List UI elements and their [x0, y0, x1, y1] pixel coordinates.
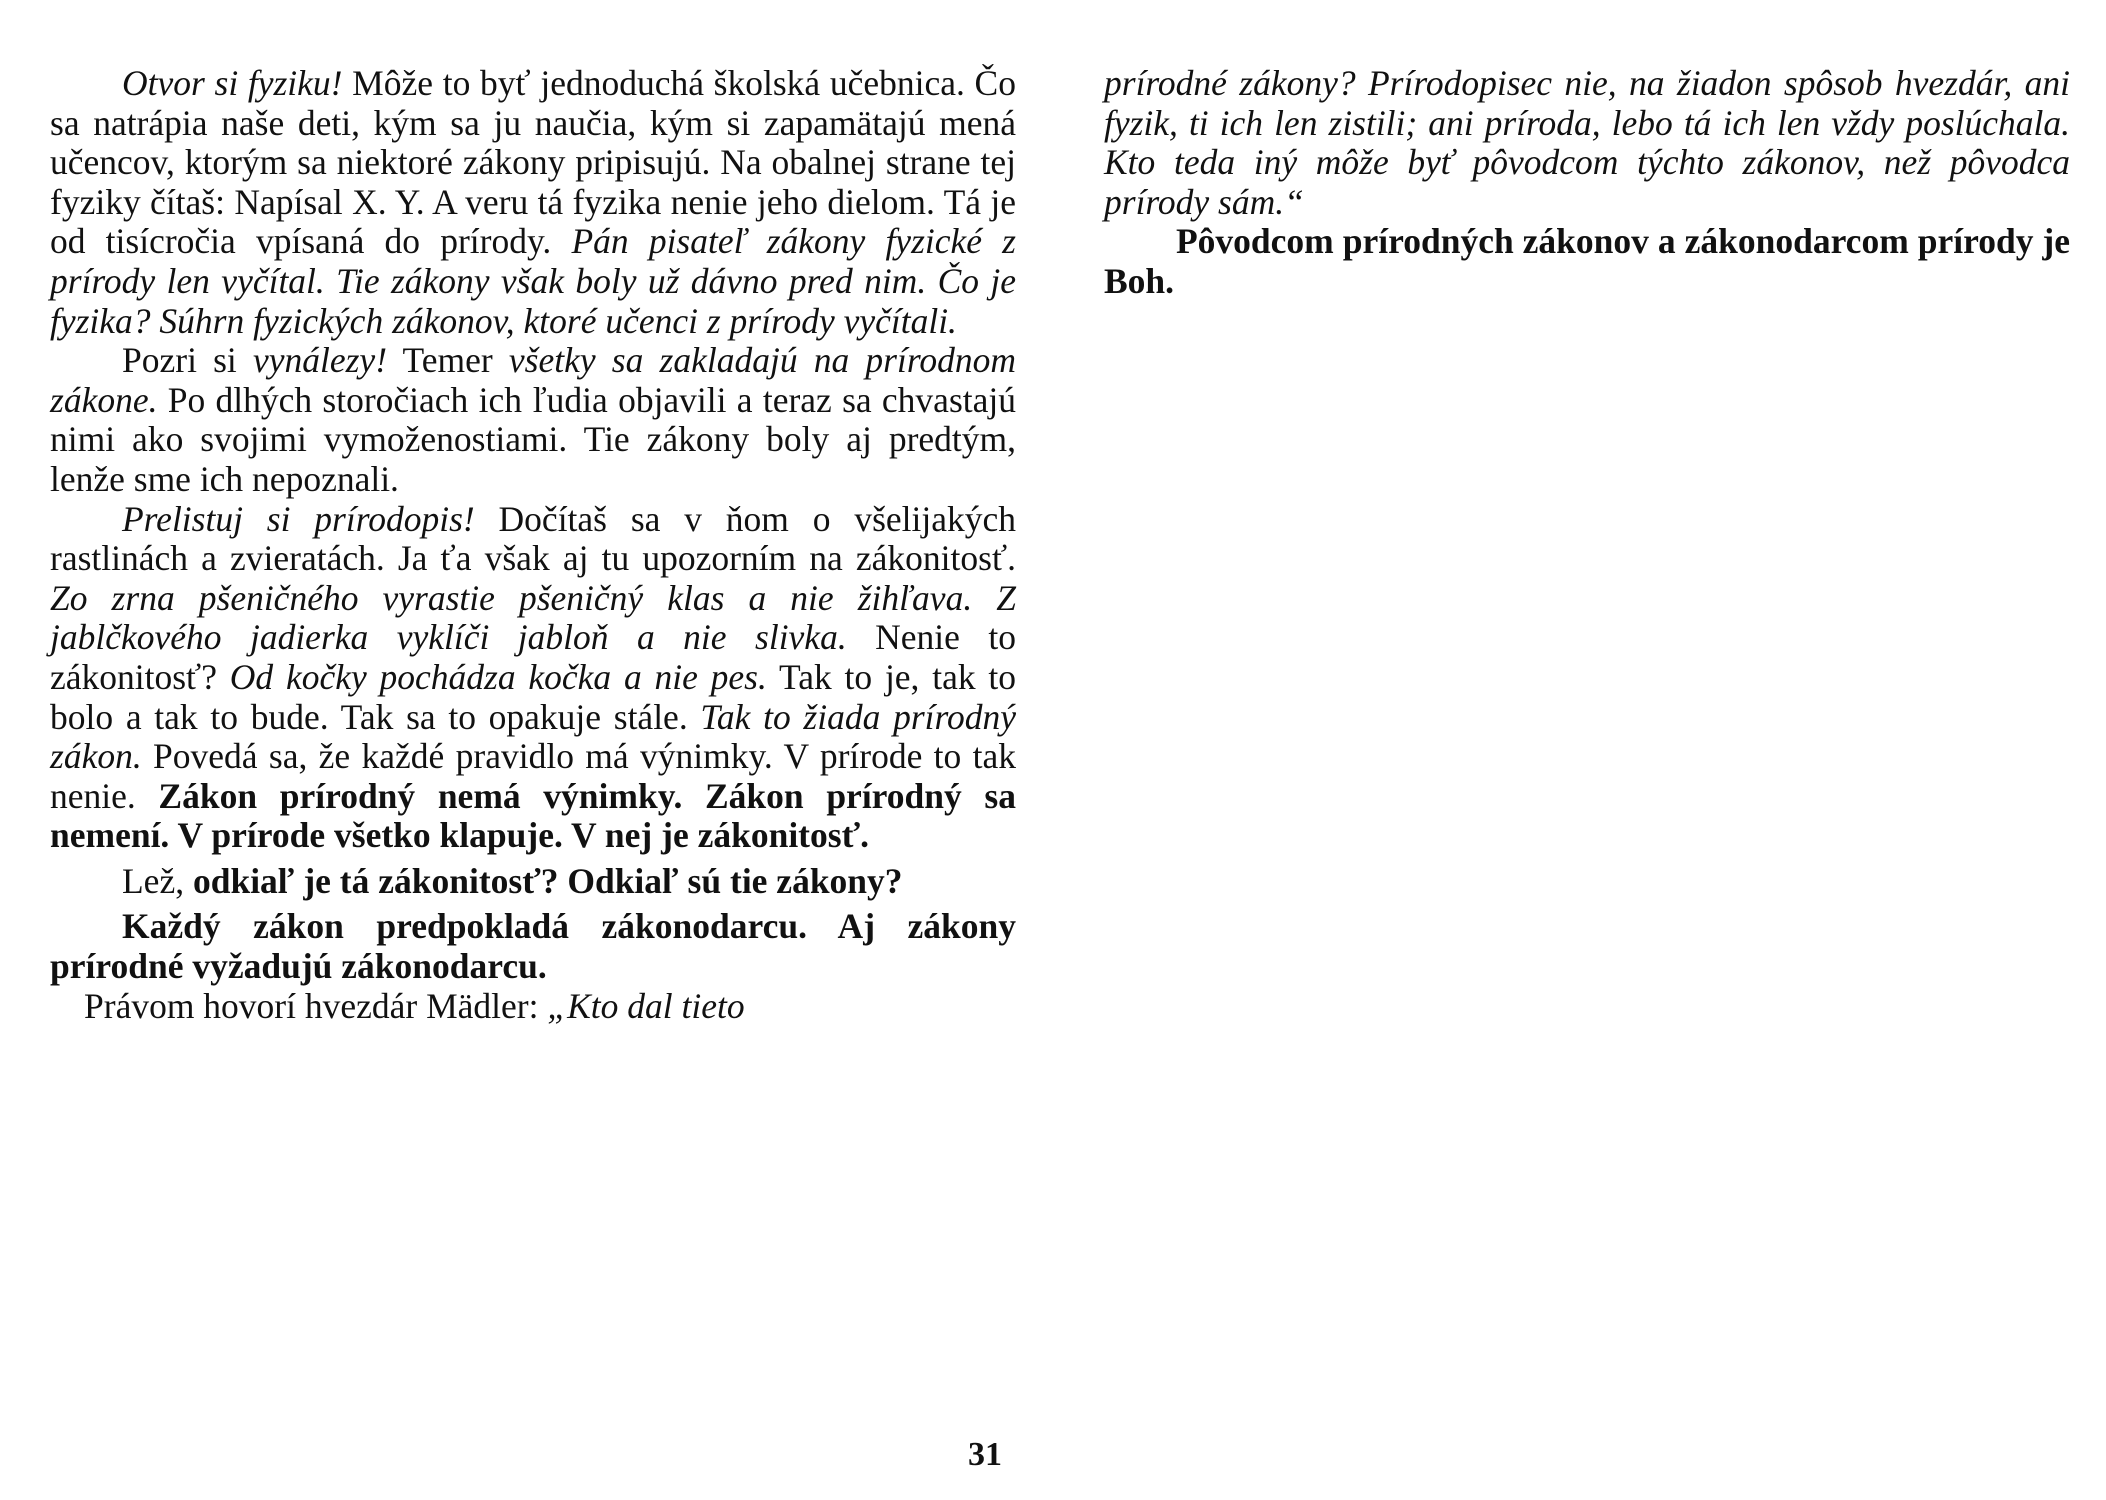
- text-span: Nenie to zákonitosť?: [50, 617, 1016, 697]
- text-span: Po dlhých storočiach ich ľudia objavili a teraz sa chvastajú nimi ako svojimi vymoženostiami. Tie zákony boly aj predtým, lenže sme ich nepoznali.: [50, 379, 1016, 499]
- paragraph-lawgiver: [50, 907, 1016, 986]
- text-span: Každý zákon predpokladá zákonodarcu. Aj zákony prírodné vyžadujú zákonodarcu.: [50, 906, 1016, 987]
- paragraph-question: [50, 862, 1016, 902]
- text-span: Zo zrna pšeničného vyrastie pšeničný klas a nie žihľava. Z jablčkového jadierka vyklíči jabloň a nie slivka.: [50, 577, 1016, 658]
- text-span: Pozri si: [122, 340, 253, 381]
- text-span: „Kto dal tieto: [547, 985, 745, 1026]
- page-number: 31: [968, 1436, 1002, 1473]
- right-page: [1104, 0, 2070, 1500]
- text-span: vynálezy!: [252, 340, 388, 381]
- text-span: Dočítaš sa v ňom o všelijakých rastlinách a zvieratách. Ja ťa však aj tu upozorním na zákonitosť.: [50, 498, 1016, 579]
- paragraph-physics: [50, 64, 1016, 341]
- text-span: prírodné zákony? Prírodopisec nie, na žiadon spôsob hvezdár, ani fyzik, ti ich len zistili; ani príroda, lebo tá ich len vždy poslúchala. Kto teda iný môže byť pôvodcom týchto zákonov, než pôvodca prírody sám.“: [1104, 63, 2070, 222]
- text-span: Tak to žiada prírodný zákon.: [50, 696, 1017, 777]
- text-span: Temer: [387, 340, 509, 381]
- text-span: Pán pisateľ zákony fyzické z prírody len vyčítal. Tie zákony však boly už dávno pred nim. Čo je fyzika? Súhrn fyzických zákonov, ktoré učenci z prírody vyčítali.: [50, 221, 1016, 341]
- text-span: Od kočky pochádza kočka a nie pes.: [229, 656, 767, 697]
- paragraph-inventions: [50, 341, 1016, 499]
- right-text-column: [1104, 64, 2070, 302]
- left-page: [50, 0, 1016, 1500]
- text-span: Otvor si fyziku!: [122, 63, 343, 103]
- text-span: Pôvodcom prírodných zákonov a zákonodarcom prírody je Boh.: [1104, 221, 2070, 301]
- paragraph-conclusion: [1104, 222, 2070, 301]
- text-span: Lež,: [122, 860, 193, 901]
- text-span: všetky sa zakladajú na prírodnom zákone.: [50, 340, 1016, 420]
- text-span: Právom hovorí hvezdár Mädler:: [84, 985, 548, 1026]
- text-span: Prelistuj si prírodopis!: [122, 498, 475, 539]
- text-span: odkiaľ je tá zákonitosť? Odkiaľ sú tie zákony?: [192, 860, 903, 901]
- text-span: Tak to je, tak to bolo a tak to bude. Tak sa to opakuje stále.: [50, 656, 1017, 737]
- text-span: Zákon prírodný nemá výnimky. Zákon prírodný sa nemení. V prírode všetko klapuje. V nej je zákonitosť.: [50, 775, 1016, 856]
- text-span: Povedá sa, že každé pravidlo má výnimky. V prírode to tak nenie.: [50, 736, 1016, 816]
- text-span: Môže to byť jednoduchá školská učebnica. Čo sa natrápia naše deti, kým sa ju naučia, kým si zapamätajú mená učencov, ktorým sa niektoré zákony pripisujú. Na obalnej strane tej fyziky čítaš: Napísal X. Y. A veru tá fyzika nenie jeho dielom. Tá je od tisícročia vpísaná do prírody.: [50, 63, 1016, 262]
- paragraph-natural-history: [50, 500, 1016, 856]
- left-text-column: [50, 64, 1016, 1026]
- paragraph-madler: [50, 987, 1016, 1027]
- paragraph-quote-continued: [1104, 64, 2070, 222]
